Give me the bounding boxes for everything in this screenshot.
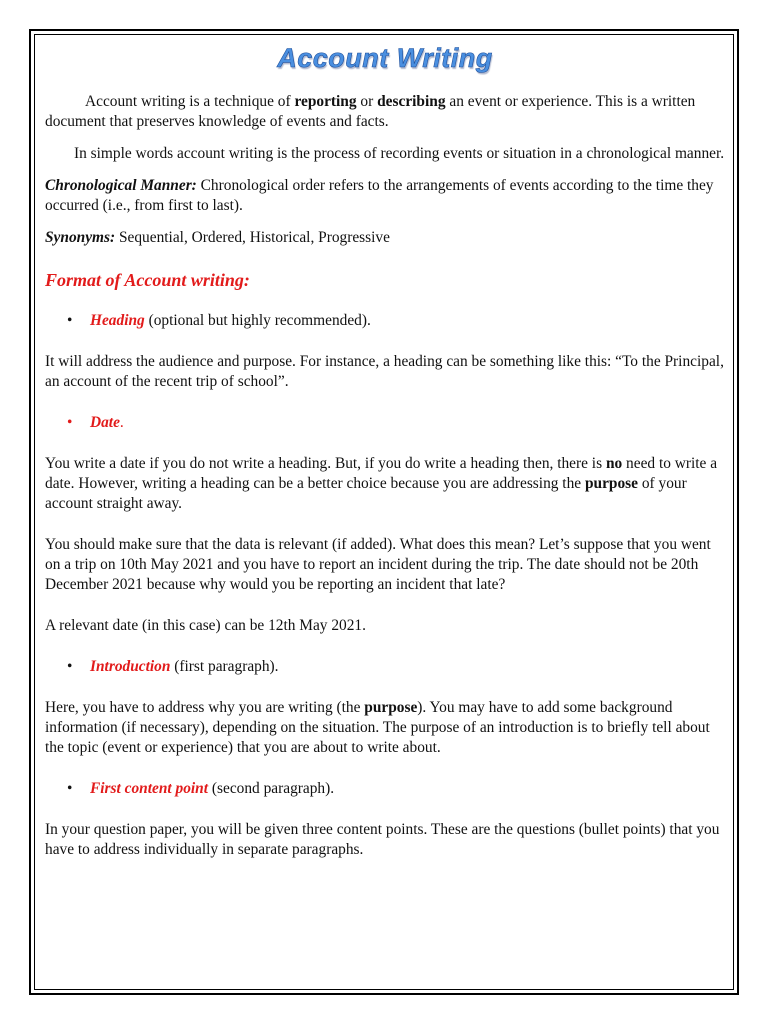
date-paragraph: You write a date if you do not write a heading. But, if you do write a heading then, there is no need to write a date. However, writing a heading can be a better choice because you are addressing the purpose of your account straight away. [45,455,718,512]
bullet-heading: • Heading (optional but highly recommended). [67,312,371,329]
format-section-heading: Format of Account writing: [45,270,250,290]
synonyms-paragraph: Synonyms: Sequential, Ordered, Historical, Progressive [45,229,390,246]
bullet-marker: • [67,780,73,797]
title-text: Account Writing [277,43,493,73]
document-body [45,43,725,860]
chronological-paragraph: Chronological Manner: Chronological order refers to the arrangements of events according to the time they occurred (i.e., from first to last). [45,177,714,214]
heading-paragraph: It will address the audience and purpose. For instance, a heading can be something like this: “To the Principal, an account of the recent trip of school”. [45,353,724,390]
bullet-marker: • [67,658,73,675]
document-title [45,43,725,84]
content-points-paragraph: In your question paper, you will be given three content points. These are the questions (bullet points) that you have to address individually in separate paragraphs. [45,821,720,858]
bullet-introduction: • Introduction (first paragraph). [67,658,279,675]
bullet-marker: • [67,414,73,431]
intro-paragraph: Account writing is a technique of reporting or describing an event or experience. This is a written document that preserves knowledge of events and facts. [45,93,696,130]
bullet-date: • Date. [67,414,124,431]
bullet-marker: • [67,312,73,329]
bullet-first-content-point: • First content point (second paragraph). [67,780,335,797]
relevance-paragraph: You should make sure that the data is relevant (if added). What does this mean? Let’s suppose that you went on a trip on 10th May 2021 and you have to report an incident during the trip. The date should not be 20th December 2021 because why would you be reporting an incident that late? [45,536,711,593]
introduction-paragraph: Here, you have to address why you are writing (the purpose). You may have to add some background information (if necessary), depending on the situation. The purpose of an introduction is to briefly tell about the topic (event or experience) that you are about to write about. [45,699,710,756]
definition-paragraph: In simple words account writing is the process of recording events or situation in a chronological manner. [74,145,725,162]
relevant-date-paragraph: A relevant date (in this case) can be 12th May 2021. [45,617,366,634]
